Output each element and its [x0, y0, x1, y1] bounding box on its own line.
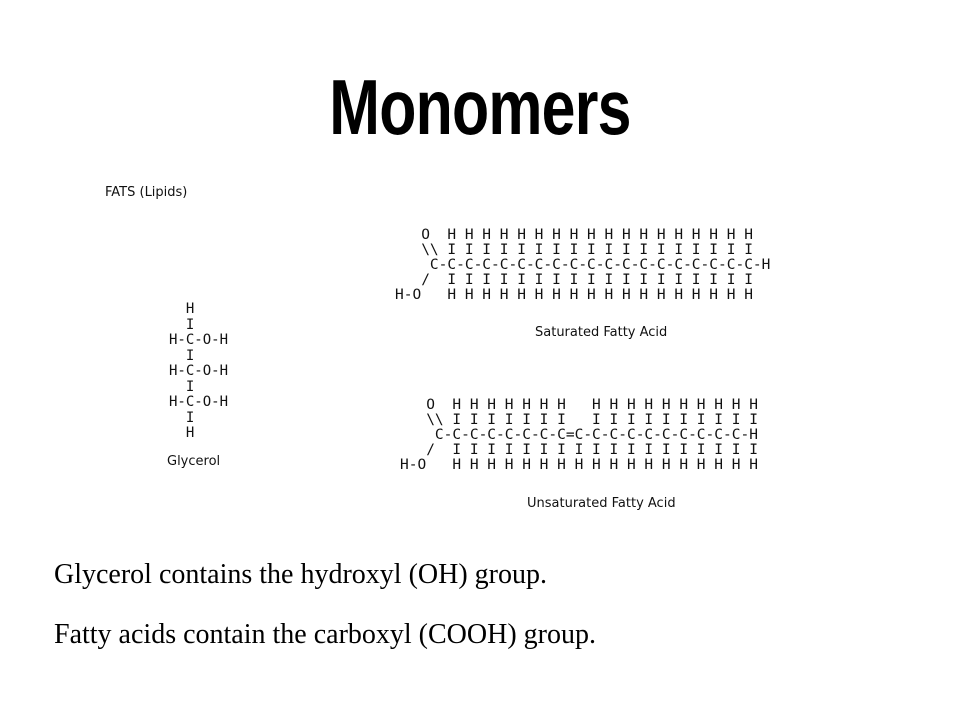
- formula-line: H: [169, 301, 195, 317]
- formula-line: / I I I I I I I I I I I I I I I I I I: [400, 442, 758, 458]
- formula-line: H: [169, 425, 195, 441]
- saturated-fatty-acid-label: Saturated Fatty Acid: [535, 325, 668, 340]
- saturated-fatty-acid-structure: [395, 228, 770, 303]
- formula-line: H-C-O-H: [169, 332, 229, 348]
- caption-glycerol: Glycerol contains the hydroxyl (OH) group.: [54, 559, 547, 590]
- formula-line: H-O H H H H H H H H H H H H H H H H H H: [395, 287, 753, 303]
- formula-line: \\ I I I I I I I I I I I I I I I I I I: [395, 242, 753, 258]
- formula-line: \\ I I I I I I I I I I I I I I I I I: [400, 412, 758, 428]
- fats-lipids-heading: FATS (Lipids): [105, 185, 188, 200]
- formula-line: C-C-C-C-C-C-C-C-C-C-C-C-C-C-C-C-C-C-C-H: [395, 257, 771, 273]
- formula-line: O H H H H H H H H H H H H H H H H H: [400, 397, 758, 413]
- formula-line: I: [169, 409, 195, 426]
- slide-title: Monomers: [329, 63, 631, 151]
- formula-line: I: [169, 378, 195, 395]
- formula-line: H-C-O-H: [169, 394, 229, 410]
- formula-line: I: [169, 316, 195, 333]
- formula-line: H-O H H H H H H H H H H H H H H H H H H: [400, 457, 758, 473]
- caption-fatty-acids: Fatty acids contain the carboxyl (COOH) group.: [54, 619, 596, 650]
- formula-line: O H H H H H H H H H H H H H H H H H H: [395, 227, 753, 243]
- formula-line: / I I I I I I I I I I I I I I I I I I: [395, 272, 753, 288]
- unsaturated-fatty-acid-structure: [400, 398, 758, 473]
- glycerol-label: Glycerol: [167, 454, 221, 469]
- formula-line: C-C-C-C-C-C-C-C=C-C-C-C-C-C-C-C-C-C-H: [400, 427, 758, 443]
- glycerol-structure: [169, 302, 228, 442]
- formula-line: I: [169, 347, 195, 364]
- unsaturated-fatty-acid-label: Unsaturated Fatty Acid: [527, 496, 676, 511]
- formula-line: H-C-O-H: [169, 363, 229, 379]
